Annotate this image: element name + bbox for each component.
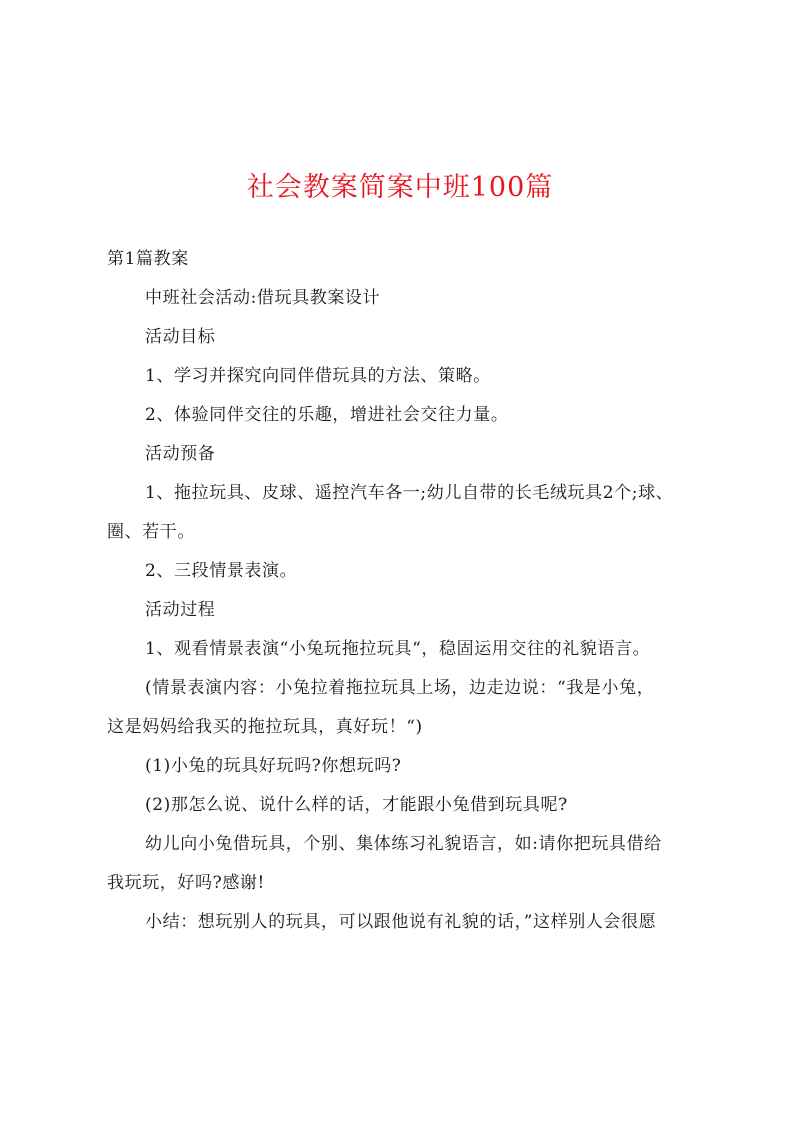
paragraph: 幼儿向小兔借玩具，个别、集体练习礼貌语言，如:请你把玩具借给 <box>145 834 662 854</box>
document-body <box>107 240 695 942</box>
paragraph: (情景表演内容：小兔拉着拖拉玩具上场，边走边说：“我是小兔， <box>145 678 655 698</box>
paragraph: 活动目标 <box>145 327 216 347</box>
paragraph: 活动预备 <box>145 444 216 464</box>
document-title: 社会教案简案中班100篇 <box>246 172 554 203</box>
paragraph-continuation: 这是妈妈给我买的拖拉玩具，真好玩！“) <box>107 717 423 737</box>
paragraph: 中班社会活动:借玩具教案设计 <box>145 288 381 308</box>
paragraph: 2、体验同伴交往的乐趣，增进社会交往力量。 <box>145 405 509 425</box>
paragraph: 2、三段情景表演。 <box>145 561 298 581</box>
section-heading: 第1篇教案 <box>107 249 189 269</box>
paragraph: 活动过程 <box>145 600 216 620</box>
paragraph: 1、观看情景表演“小兔玩拖拉玩具“，稳固运用交往的礼貌语言。 <box>145 639 651 659</box>
paragraph: 1、拖拉玩具、皮球、遥控汽车各一;幼儿自带的长毛绒玩具2个;球、 <box>145 483 674 503</box>
paragraph: (2)那怎么说、说什么样的话，才能跟小兔借到玩具呢? <box>145 795 568 815</box>
paragraph: 1、学习并探究向同伴借玩具的方法、策略。 <box>145 366 491 386</box>
paragraph-continuation: 我玩玩，好吗?感谢! <box>107 873 265 893</box>
paragraph: 小结：想玩别人的玩具，可以跟他说有礼貌的话，”这样别人会很愿 <box>145 912 657 932</box>
paragraph: (1)小兔的玩具好玩吗?你想玩吗? <box>145 756 402 776</box>
paragraph-continuation: 圈、若干。 <box>107 522 195 542</box>
